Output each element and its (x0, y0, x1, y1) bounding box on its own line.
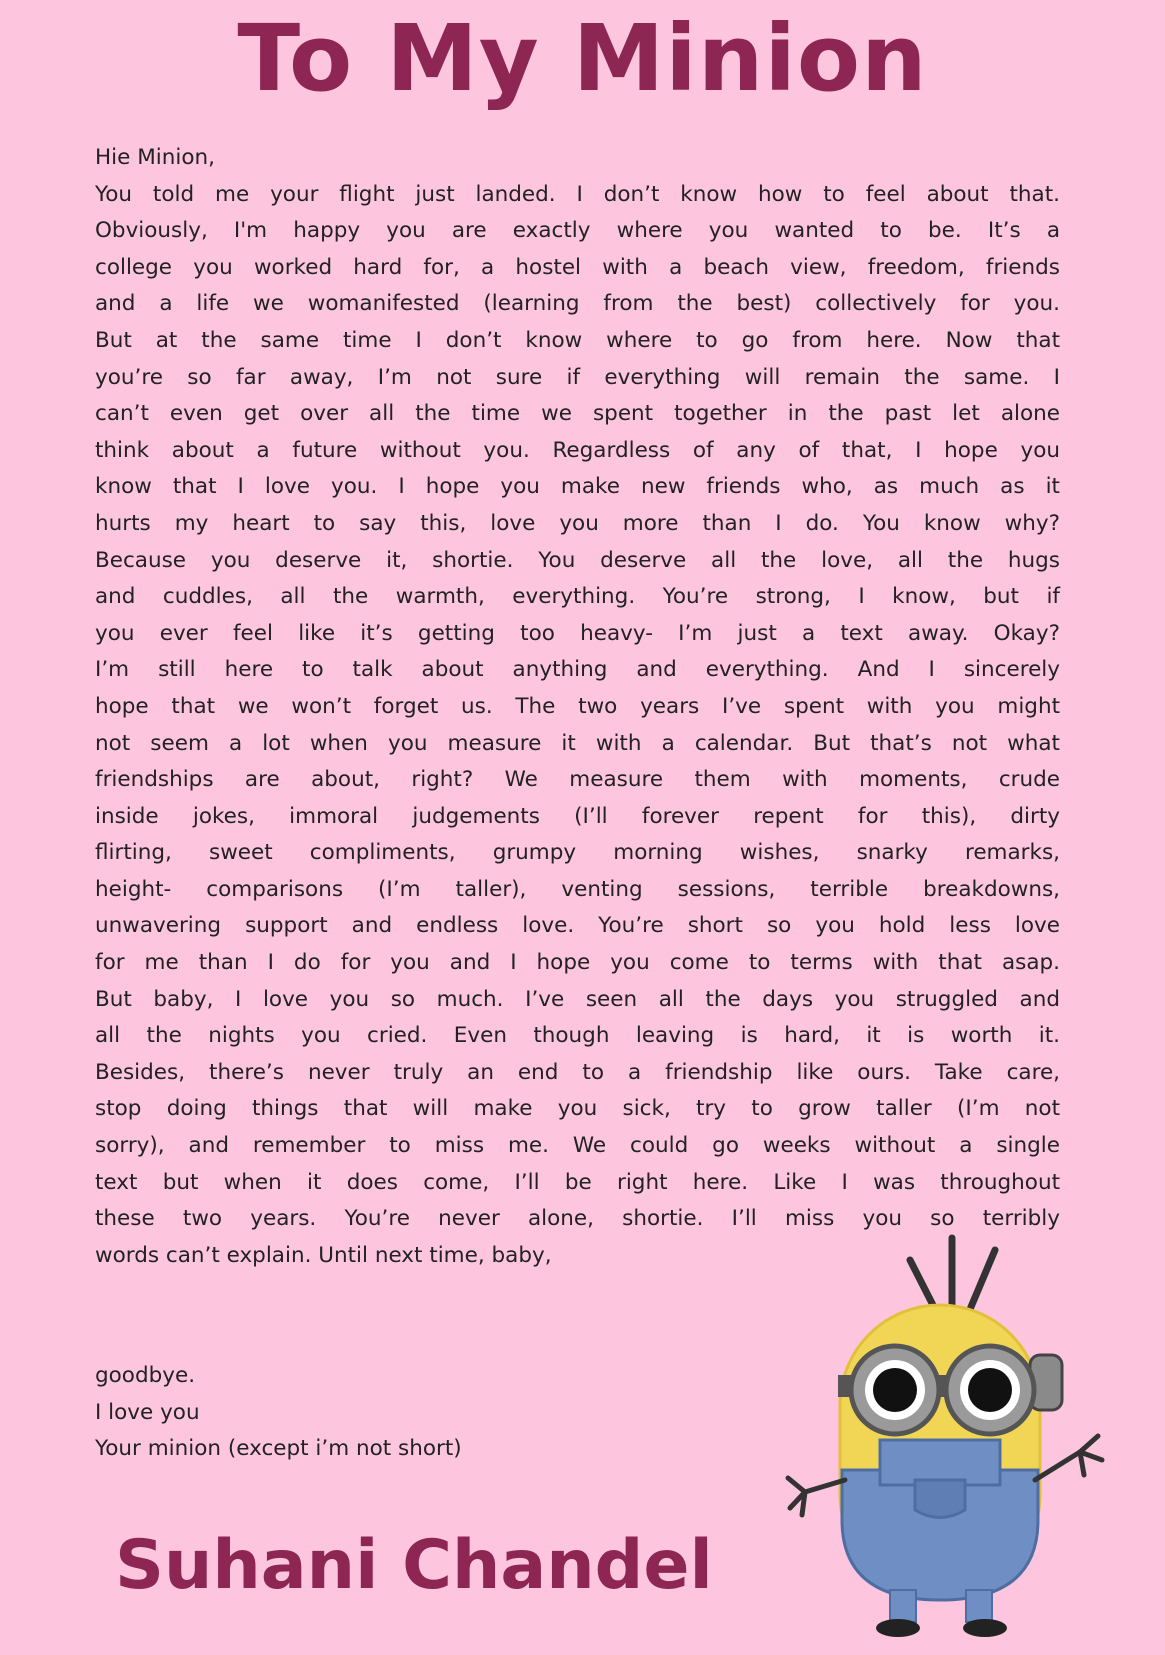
letter-line: unwavering support and endless love. You’re short so you hold less love (95, 913, 1060, 939)
page-title: To My Minion (237, 5, 928, 112)
letter-line: flirting, sweet compliments, grumpy morning wishes, snarky remarks, (95, 840, 1060, 866)
letter-line: Obviously, I'm happy you are exactly where you wanted to be. It’s a (95, 218, 1060, 244)
letter-line: hurts my heart to say this, love you more than I do. You know why? (95, 510, 1060, 536)
letter-line: not seem a lot when you measure it with a calendar. But that’s not what (95, 730, 1060, 756)
letter-paragraph (95, 177, 1060, 1275)
letter-line: But baby, I love you so much. I’ve seen all the days you struggled and (95, 986, 1060, 1012)
letter-line: can’t even get over all the time we spent together in the past let alone (95, 401, 1060, 427)
letter-line: Besides, there’s never truly an end to a friendship like ours. Take care, (95, 1059, 1060, 1085)
letter-line: and cuddles, all the warmth, everything. You’re strong, I know, but if (95, 584, 1060, 610)
letter-line: you ever feel like it’s getting too heavy- I’m just a text away. Okay? (95, 620, 1060, 646)
minion-illustration (780, 1230, 1150, 1640)
letter-line: But at the same time I don’t know where to go from here. Now that (95, 327, 1060, 353)
minion-hair (910, 1238, 995, 1315)
letter-body (95, 140, 1060, 1274)
closing-love: I love you (95, 1399, 200, 1425)
letter-line: friendships are about, right? We measure them with moments, crude (95, 767, 1060, 793)
letter-line: all the nights you cried. Even though leaving is hard, it is worth it. (95, 1023, 1060, 1049)
letter-greeting: Hie Minion, (95, 145, 215, 170)
letter-line: you’re so far away, I’m not sure if everything will remain the same. I (95, 364, 1060, 390)
letter-closing (95, 1358, 795, 1468)
letter-line: know that I love you. I hope you make new friends who, as much as it (95, 474, 1060, 500)
closing-goodbye: goodbye. (95, 1363, 196, 1388)
letter-line: text but when it does come, I’ll be right here. Like I was throughout (95, 1169, 1060, 1195)
letter-line: college you worked hard for, a hostel with a beach view, freedom, friends (95, 254, 1060, 280)
letter-line: for me than I do for you and I hope you come to terms with that asap. (95, 950, 1060, 976)
letter-line: height- comparisons (I’m taller), venting sessions, terrible breakdowns, (95, 876, 1060, 902)
signature-name: Suhani Chandel (115, 1526, 713, 1605)
letter-line: and a life we womanifested (learning from the best) collectively for you. (95, 291, 1060, 317)
letter-line: words can’t explain. Until next time, baby, (95, 1242, 552, 1268)
letter-line: think about a future without you. Regardless of any of that, I hope you (95, 437, 1060, 463)
letter-line: sorry), and remember to miss me. We could go weeks without a single (95, 1133, 1060, 1159)
letter-line: Because you deserve it, shortie. You deserve all the love, all the hugs (95, 547, 1060, 573)
letter-line: I’m still here to talk about anything and everything. And I sincerely (95, 657, 1060, 683)
letter-line: inside jokes, immoral judgements (I’ll forever repent for this), dirty (95, 803, 1060, 829)
letter-line: You told me your flight just landed. I don’t know how to feel about that. (95, 181, 1060, 207)
letter-line: these two years. You’re never alone, shortie. I’ll miss you so terribly (95, 1206, 1060, 1232)
letter-line: stop doing things that will make you sick, try to grow taller (I’m not (95, 1096, 1060, 1122)
letter-line: hope that we won’t forget us. The two years I’ve spent with you might (95, 693, 1060, 719)
closing-sign-off: Your minion (except i’m not short) (95, 1436, 462, 1462)
